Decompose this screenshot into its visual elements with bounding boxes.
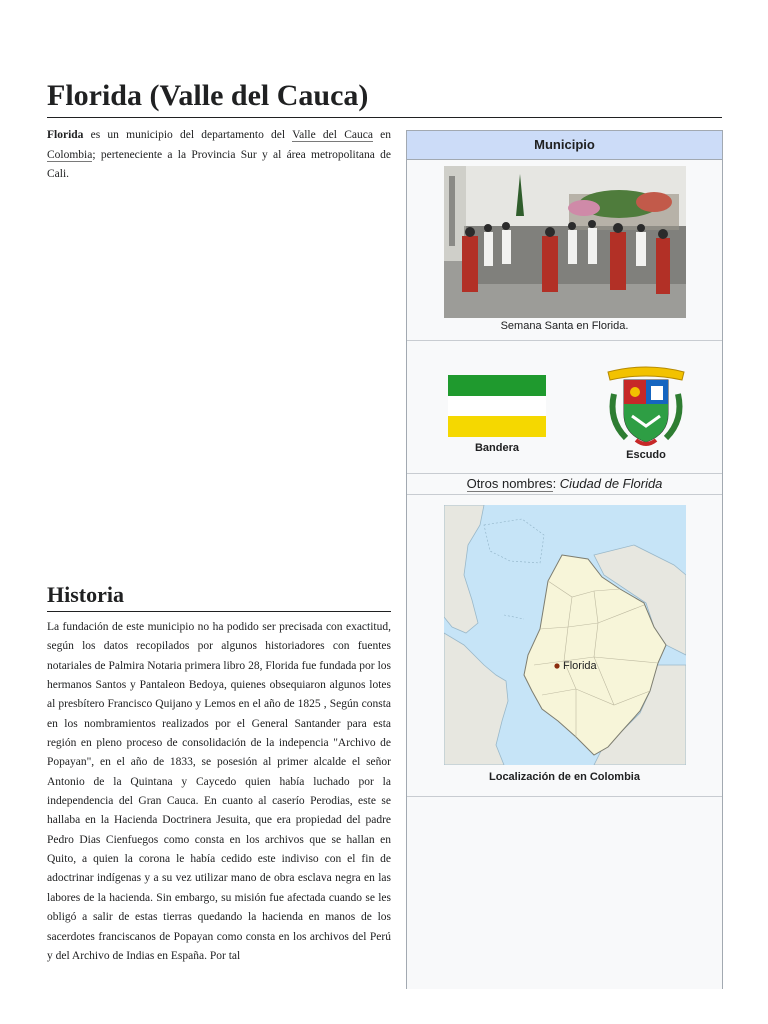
- intro-paragraph: [47, 126, 391, 185]
- shield-label: Escudo: [626, 449, 666, 461]
- infobox-map-row: [407, 495, 722, 797]
- map-illustration: [444, 505, 686, 765]
- flag-band-yellow: [448, 416, 546, 437]
- location-map[interactable]: [444, 505, 686, 765]
- map-marker-label: Florida: [563, 660, 597, 672]
- map-caption: Localización de en Colombia: [489, 771, 640, 783]
- flag-band-green: [448, 375, 546, 396]
- page-title: Florida (Valle del Cauca): [47, 79, 369, 112]
- section-heading-historia: Historia: [47, 582, 124, 607]
- section-divider: [47, 611, 391, 612]
- semana-santa-photo[interactable]: [444, 166, 686, 318]
- infobox: [406, 130, 723, 989]
- infobox-photo-row: [407, 160, 722, 341]
- infobox-symbols-row: [407, 340, 722, 474]
- link-colombia[interactable]: Colombia: [47, 148, 93, 161]
- coat-of-arms-image[interactable]: [604, 364, 688, 448]
- photo-caption: Semana Santa en Florida.: [500, 320, 629, 332]
- photo-illustration: [444, 166, 686, 318]
- intro-text-3: ; perteneciente a la Provincia Sur y al área metropolitana de Cali.: [47, 148, 391, 180]
- coat-of-arms-icon: [604, 364, 688, 448]
- link-valle-del-cauca[interactable]: Valle del Cauca: [292, 129, 373, 141]
- infobox-other-names-row: [407, 473, 722, 495]
- map-marker-icon: [554, 663, 559, 668]
- other-names-value: Ciudad de Florida: [559, 476, 663, 491]
- other-names-label[interactable]: Otros nombres: [466, 476, 553, 491]
- flag-band-white: [448, 396, 546, 417]
- history-paragraph: La fundación de este municipio no ha podido ser precisada con exactitud, según los datos recopilados por algunos historiadores con fuentes notariales de Palmira Notaria primera libro 28, Florida fue fundada por los hermanos Santos y Pantaleon Bedoya, quienes obsequiaron algunos lotes al presbítero Francisco Quijano y Lemos en el año de 1825 , Según consta en los nombramientos realizados por el General Santander para esta región en pleno proceso de consolidación de la indepencia "Archivo de Popayan", en el año de 1833, se posesión al primer alcalde el señor Antonio de la Quintana y Caycedo quien había luchado por la independencia del Gran Cauca. En cuanto al caserío Perodias, este se hallaba en la Hacienda Doctrinera Jesuita, que era propiedad del padre Pedro Dias Cienfuegos como consta en los archivos que se hallan en Quito, a quien la corona le había cedido este indiviso con el fin de adoctrinar indígenas y a su vez utilizar mano de obra esclava negra en las labores de la hacienda. Sin embargo, su misión fue afectada cuando se les obligó a salir de estas tierras quedando la hacienda en manos de los sacerdotes franciscanos de Popayan como consta en los archivos del Perú y del Archivo de Indias en España. Por tal: [47, 621, 391, 962]
- title-divider: [47, 117, 722, 118]
- flag-image[interactable]: [448, 375, 546, 437]
- intro-bold-term: Florida: [47, 129, 84, 141]
- intro-text-2: en: [372, 129, 392, 141]
- infobox-header: Municipio: [407, 131, 722, 160]
- flag-label: Bandera: [474, 442, 520, 454]
- other-names-separator: :: [552, 476, 560, 491]
- other-names: [407, 474, 722, 494]
- intro-text-1: es un municipio del departamento del: [83, 129, 293, 141]
